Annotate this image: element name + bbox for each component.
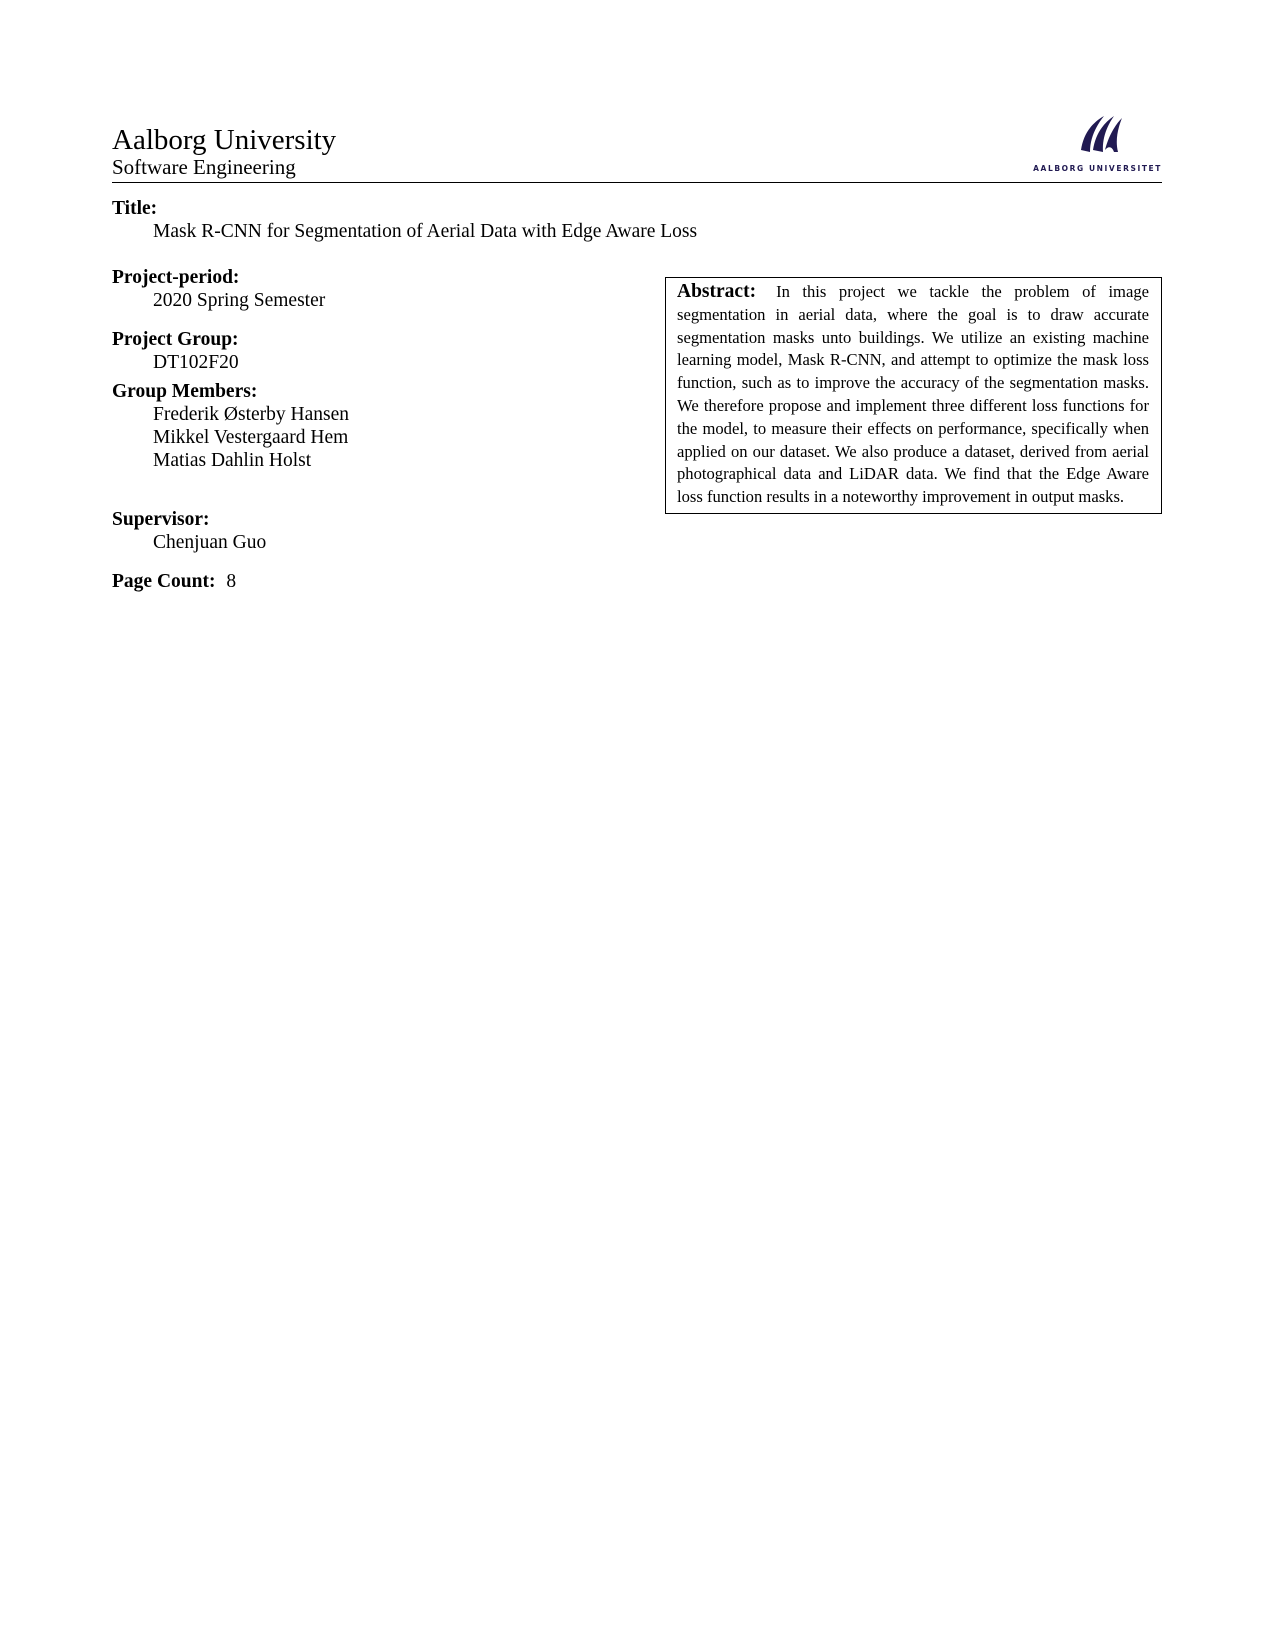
page-count-section [112,571,236,593]
logo-wordmark: AALBORG UNIVERSITET [1033,164,1162,173]
project-period-section [112,267,325,312]
supervisor-label: Supervisor: [112,509,210,530]
title-label: Title: [112,198,158,219]
page-header [112,124,1162,183]
title-section [112,198,697,243]
title-value: Mask R-CNN for Segmentation of Aerial Data with Edge Aware Loss [153,221,698,242]
university-logo [1033,110,1162,180]
group-members-label: Group Members: [112,381,258,402]
group-members-section [112,381,349,472]
project-group-label: Project Group: [112,329,239,350]
project-period-value: 2020 Spring Semester [153,290,326,311]
department-name: Software Engineering [112,155,296,179]
supervisor-section [112,509,266,554]
project-period-label: Project-period: [112,267,240,288]
university-name: Aalborg University [112,124,337,156]
group-member: Matias Dahlin Holst [153,450,312,471]
project-group-section [112,329,239,374]
group-member: Mikkel Vestergaard Hem [153,427,349,448]
abstract-label: Abstract: [677,281,757,302]
page-count-value: 8 [226,571,237,592]
abstract-text: In this project we tackle the problem of image segmentation in aerial data, where the goal is to draw accurate segmentation masks unto buildings. We utilize an existing machine learning model, Mask R-CNN, and attempt to optimize the mask loss function, such as to improve the accuracy of the segmentation masks. We therefore propose and implement three different loss functions for the model, to measure their effects on performance, specifically when applied on our dataset. We also produce a dataset, derived from aerial photographical data and LiDAR data. We find that the Edge Aware loss function results in a noteworthy improvement in output masks. [677,282,1149,507]
group-member: Frederik Østerby Hansen [153,404,350,425]
abstract-box [665,277,1162,514]
supervisor-value: Chenjuan Guo [153,532,267,553]
aau-wave-logo-icon [1078,110,1124,156]
project-group-value: DT102F20 [153,352,239,373]
page-count-label: Page Count: [112,571,216,592]
